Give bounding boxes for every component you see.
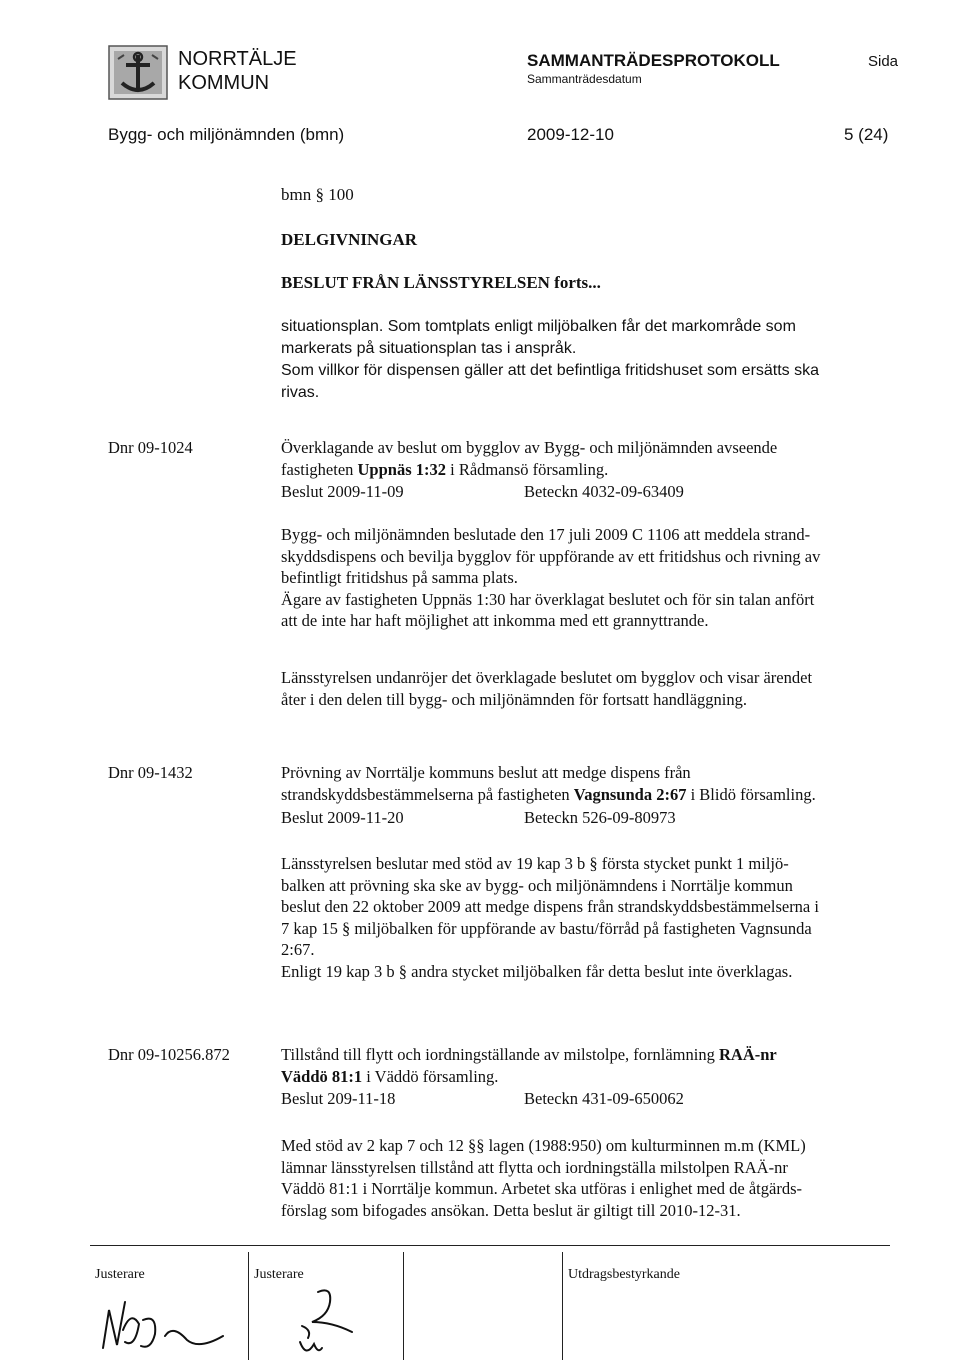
footer-column-divider — [562, 1252, 563, 1360]
case-text-line: åter i den delen till bygg- och miljönämnden för fortsatt handläggning. — [281, 689, 748, 709]
org-name-line1: NORRTÄLJE — [178, 48, 297, 70]
decision-reference — [281, 481, 921, 503]
property-designation: Uppnäs 1:32 — [357, 459, 447, 479]
case-text-line: Länsstyrelsen undanröjer det överklagade beslutet om bygglov och visar ärendet — [281, 668, 813, 687]
property-designation: Vagnsunda 2:67 — [573, 784, 687, 804]
footer-label-signer-1: Justerare — [95, 1267, 145, 1282]
footer-label-certification: Utdragsbestyrkande — [568, 1267, 680, 1282]
case-title-line: Överklagande av beslut om bygglov av Bygg- och miljönämnden avseende — [281, 438, 778, 457]
decision-reference — [281, 1088, 921, 1110]
case-text-line: Enligt 19 kap 3 b § andra stycket miljöbalken får detta beslut inte överklagas. — [281, 961, 793, 981]
section-heading: DELGIVNINGAR — [281, 230, 418, 249]
footer-divider — [90, 1245, 890, 1246]
case-text-line: befintligt fritidshus på samma plats. — [281, 568, 518, 587]
intro-line: Som villkor för dispensen gäller att det befintliga fritidshuset som ersätts ska — [281, 362, 820, 379]
case-text — [281, 667, 921, 710]
intro-text — [281, 316, 921, 404]
case-text-line: Väddö 81:1 i Norrtälje kommun. Arbetet ska utföras i enlighet med de åtgärds- — [281, 1179, 802, 1198]
case-text-line: Ägare av fastigheten Uppnäs 1:30 har överklagat beslutet och för sin talan anfört — [281, 589, 815, 609]
case-title — [281, 437, 921, 480]
committee-name: Bygg- och miljönämnden (bmn) — [108, 125, 345, 144]
case-number: Dnr 09-1024 — [108, 438, 193, 457]
decision-date: Beslut 2009-11-09 — [281, 482, 404, 501]
case-title-line: Väddö 81:1 i Väddö församling. — [281, 1066, 499, 1086]
case-text-line: 2:67. — [281, 940, 315, 959]
page-number: 5 (24) — [844, 125, 889, 144]
page-label: Sida — [868, 53, 899, 70]
footer-column-divider — [248, 1252, 249, 1360]
case-number: Dnr 09-10256.872 — [108, 1045, 230, 1064]
reference-code: Beteckn 4032-09-63409 — [524, 482, 684, 501]
case-text-line: 7 kap 15 § miljöbalken för uppförande av bastu/förråd på fastigheten Vagnsunda — [281, 918, 812, 938]
case-text-line: Med stöd av 2 kap 7 och 12 §§ lagen (1988:950) om kulturminnen m.m (KML) — [281, 1136, 806, 1155]
case-title — [281, 762, 921, 805]
municipality-crest-logo — [108, 45, 168, 100]
intro-line: markerats på situationsplan tas i anspråk. — [281, 340, 577, 357]
case-text-line: balken att prövning ska ske av bygg- och miljönämndens i Norrtälje kommun — [281, 875, 793, 895]
decision-date: Beslut 209-11-18 — [281, 1089, 396, 1108]
property-designation: Väddö 81:1 — [281, 1066, 363, 1086]
case-text-line: förslag som bifogades ansökan. Detta beslut är giltigt till 2010-12-31. — [281, 1200, 741, 1220]
case-text-line: att de inte har haft möjlighet att inkomma med ett grannyttrande. — [281, 611, 709, 630]
case-title-line: Tillstånd till flytt och iordningställande av milstolpe, fornlämning RAÄ-nr — [281, 1045, 777, 1064]
reference-code: Beteckn 431-09-650062 — [524, 1089, 684, 1108]
paragraph-number: bmn § 100 — [281, 185, 354, 204]
case-title-line: fastigheten Uppnäs 1:32 i Rådmansö församling. — [281, 459, 609, 479]
document-title: SAMMANTRÄDESPROTOKOLL — [527, 51, 780, 70]
case-text-line: Bygg- och miljönämnden beslutade den 17 juli 2009 C 1106 att meddela strand- — [281, 525, 811, 544]
document-subtitle: Sammanträdesdatum — [527, 72, 642, 86]
intro-line: situationsplan. Som tomtplats enligt miljöbalken får det markområde som — [281, 318, 796, 335]
case-text-line: Länsstyrelsen beslutar med stöd av 19 kap 3 b § första stycket punkt 1 miljö- — [281, 854, 789, 873]
footer-label-signer-2: Justerare — [254, 1267, 304, 1282]
case-text-line: lämnar länsstyrelsen tillstånd att flytta och iordningställa milstolpen RAÄ-nr — [281, 1157, 788, 1177]
case-number: Dnr 09-1432 — [108, 763, 193, 782]
decision-reference — [281, 807, 921, 829]
org-name-line2: KOMMUN — [178, 72, 270, 94]
heritage-id: RAÄ-nr — [718, 1045, 777, 1064]
signature-2 — [272, 1282, 382, 1364]
case-title-line: strandskyddsbestämmelserna på fastigheten Vagnsunda 2:67 i Blidö församling. — [281, 784, 816, 804]
meeting-date: 2009-12-10 — [527, 125, 614, 144]
intro-line: rivas. — [281, 384, 320, 401]
footer-column-divider — [403, 1252, 404, 1360]
case-text — [281, 524, 921, 632]
case-title — [281, 1044, 921, 1087]
case-text-line: skyddsdispens och bevilja bygglov för uppförande av ett fritidshus och rivning av — [281, 546, 821, 566]
case-title-line: Prövning av Norrtälje kommuns beslut att medge dispens från — [281, 763, 691, 782]
subsection-heading: BESLUT FRÅN LÄNSSTYRELSEN forts... — [281, 273, 601, 292]
reference-code: Beteckn 526-09-80973 — [524, 808, 676, 827]
case-text-line: beslut den 22 oktober 2009 att medge dispens från strandskyddsbestämmelserna i — [281, 897, 819, 916]
decision-date: Beslut 2009-11-20 — [281, 808, 404, 827]
signature-1 — [95, 1290, 235, 1360]
case-text — [281, 853, 921, 982]
case-text — [281, 1135, 921, 1221]
